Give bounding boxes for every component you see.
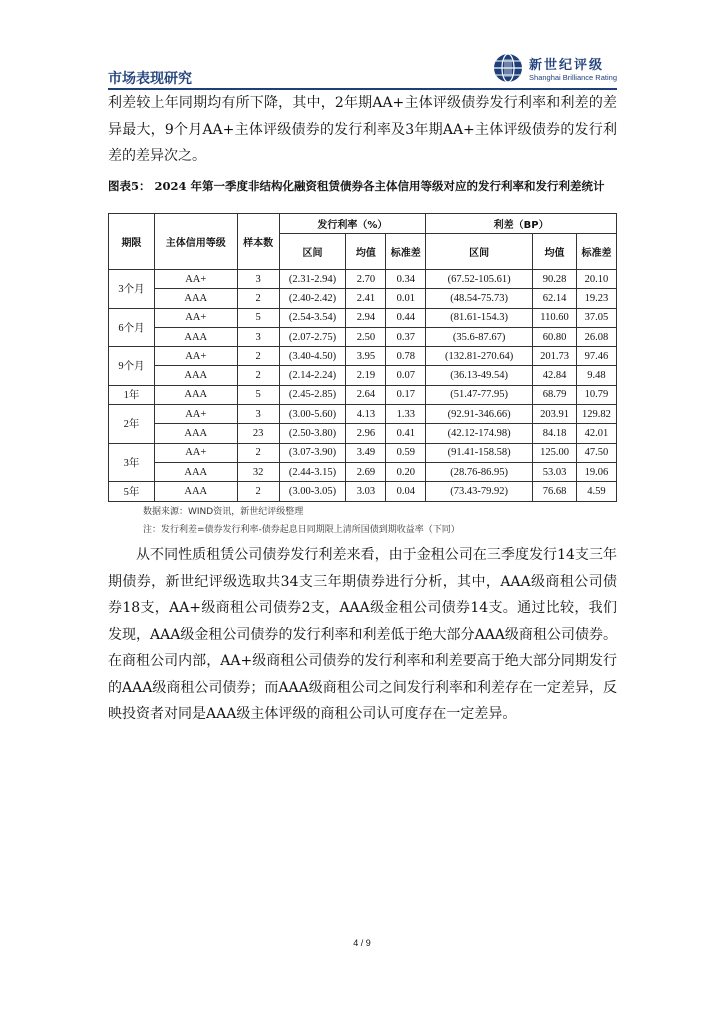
table-row: [109, 270, 617, 289]
table-row: [109, 327, 617, 346]
cell-period: 5年: [109, 482, 155, 501]
cell-spread-range: (42.12-174.98): [426, 424, 533, 443]
cell-rating: AAA: [154, 482, 237, 501]
cell-rating: AA+: [154, 443, 237, 462]
table-row: [109, 289, 617, 308]
cell-sample: 2: [237, 443, 279, 462]
cell-rating: AAA: [154, 385, 237, 404]
body-paragraph: 从不同性质租赁公司债券发行利差来看，由于金租公司在三季度发行14支三年期债券，新世纪评级选取共34支三年期债券进行分析，其中，AAA级商租公司债券18支，AA+级商租公司债券2支，AAA级金租公司债券14支。通过比较，我们发现，AAA级金租公司债券的发行利率和利差低于绝大部分AAA级商租公司债券。在商租公司内部，AA+级商租公司债券的发行利率和利差要高于绝大部分同期发行的AAA级商租公司债券；而AAA级商租公司之间发行利率和利差存在一定差异，反映投资者对同是AAA级主体评级的商租公司认可度存在一定差异。: [108, 547, 617, 722]
cell-rate-mean: 2.50: [346, 327, 386, 346]
cell-rate-mean: 2.41: [346, 289, 386, 308]
cell-rate-range: (3.00-3.05): [279, 482, 346, 501]
cell-rate-std: 0.41: [386, 424, 426, 443]
cell-spread-std: 19.06: [576, 462, 616, 481]
cell-spread-mean: 90.28: [533, 270, 577, 289]
header-sample: 样本数: [237, 214, 279, 270]
intro-paragraph: 利差较上年同期均有所下降，其中，2年期AA+主体评级债券发行利率和利差的差异最大，9个月AA+主体评级债券的发行利率及3年期AA+主体评级债券的发行利差的差异次之。: [108, 95, 617, 164]
cell-spread-range: (91.41-158.58): [426, 443, 533, 462]
cell-spread-range: (51.47-77.95): [426, 385, 533, 404]
table-row: [109, 308, 617, 327]
cell-spread-range: (73.43-79.92): [426, 482, 533, 501]
table-row: [109, 366, 617, 385]
cell-spread-range: (28.76-86.95): [426, 462, 533, 481]
cell-sample: 2: [237, 347, 279, 366]
cell-spread-std: 19.23: [576, 289, 616, 308]
table-row: [109, 462, 617, 481]
logo-english-name: Shanghai Brilliance Rating: [529, 73, 617, 82]
rating-stats-table: [108, 213, 617, 502]
cell-rate-mean: 2.96: [346, 424, 386, 443]
cell-rate-std: 0.37: [386, 327, 426, 346]
table-caption: 图表5： 2024 年第一季度非结构化融资租赁债券各主体信用等级对应的发行利率和发行利差统计: [108, 179, 605, 193]
cell-spread-std: 4.59: [576, 482, 616, 501]
cell-rating: AAA: [154, 424, 237, 443]
cell-rate-mean: 2.69: [346, 462, 386, 481]
cell-rate-std: 0.01: [386, 289, 426, 308]
cell-rate-range: (2.44-3.15): [279, 462, 346, 481]
cell-rating: AAA: [154, 289, 237, 308]
cell-rating: AAA: [154, 366, 237, 385]
cell-sample: 32: [237, 462, 279, 481]
cell-spread-std: 97.46: [576, 347, 616, 366]
header-spread-std: 标准差: [576, 234, 616, 270]
cell-spread-std: 20.10: [576, 270, 616, 289]
cell-rate-range: (2.31-2.94): [279, 270, 346, 289]
cell-rate-mean: 2.70: [346, 270, 386, 289]
cell-spread-mean: 53.03: [533, 462, 577, 481]
logo-chinese-name: 新世纪评级: [529, 58, 605, 73]
cell-period: 6个月: [109, 308, 155, 347]
cell-period: 3个月: [109, 270, 155, 309]
cell-rate-std: 0.44: [386, 308, 426, 327]
header-rate-mean: 均值: [346, 234, 386, 270]
cell-spread-std: 10.79: [576, 385, 616, 404]
page-header: [108, 50, 617, 88]
cell-period: 1年: [109, 385, 155, 404]
cell-rate-std: 0.17: [386, 385, 426, 404]
header-spread-mean: 均值: [533, 234, 577, 270]
cell-rate-mean: 2.19: [346, 366, 386, 385]
cell-rate-std: 0.04: [386, 482, 426, 501]
table-row: [109, 385, 617, 404]
cell-rate-range: (2.50-3.80): [279, 424, 346, 443]
table-note: 注：发行利差=债券发行利率-债券起息日同期限上清所国债到期收益率（下同）: [143, 525, 460, 535]
cell-spread-std: 37.05: [576, 308, 616, 327]
cell-rate-range: (2.54-3.54): [279, 308, 346, 327]
cell-spread-std: 26.08: [576, 327, 616, 346]
cell-spread-range: (36.13-49.54): [426, 366, 533, 385]
header-spread-range: 区间: [426, 234, 533, 270]
table-row: [109, 347, 617, 366]
cell-rating: AAA: [154, 462, 237, 481]
cell-rating: AA+: [154, 308, 237, 327]
cell-spread-mean: 76.68: [533, 482, 577, 501]
globe-logo-icon: [493, 53, 523, 83]
cell-sample: 3: [237, 405, 279, 424]
header-period: 期限: [109, 214, 155, 270]
table-row: [109, 443, 617, 462]
cell-rate-std: 1.33: [386, 405, 426, 424]
cell-sample: 3: [237, 270, 279, 289]
cell-rate-mean: 4.13: [346, 405, 386, 424]
cell-rate-range: (3.00-5.60): [279, 405, 346, 424]
cell-spread-std: 129.82: [576, 405, 616, 424]
cell-rate-mean: 3.49: [346, 443, 386, 462]
cell-rate-std: 0.59: [386, 443, 426, 462]
cell-spread-std: 9.48: [576, 366, 616, 385]
cell-rate-std: 0.07: [386, 366, 426, 385]
cell-spread-std: 47.50: [576, 443, 616, 462]
page-number: 4 / 9: [353, 938, 371, 948]
cell-sample: 3: [237, 327, 279, 346]
cell-spread-mean: 110.60: [533, 308, 577, 327]
cell-sample: 2: [237, 366, 279, 385]
cell-rating: AAA: [154, 327, 237, 346]
cell-rate-range: (2.07-2.75): [279, 327, 346, 346]
cell-spread-mean: 68.79: [533, 385, 577, 404]
cell-sample: 2: [237, 289, 279, 308]
cell-period: 9个月: [109, 347, 155, 386]
cell-rate-range: (2.14-2.24): [279, 366, 346, 385]
cell-spread-mean: 84.18: [533, 424, 577, 443]
cell-rating: AA+: [154, 405, 237, 424]
cell-spread-mean: 42.84: [533, 366, 577, 385]
cell-spread-range: (35.6-87.67): [426, 327, 533, 346]
cell-spread-mean: 60.80: [533, 327, 577, 346]
cell-spread-mean: 201.73: [533, 347, 577, 366]
header-rate-group: 发行利率（%）: [279, 214, 426, 234]
cell-period: 3年: [109, 443, 155, 482]
header-rating: 主体信用等级: [154, 214, 237, 270]
cell-sample: 5: [237, 308, 279, 327]
brand-logo: [493, 50, 617, 86]
cell-spread-range: (92.91-346.66): [426, 405, 533, 424]
cell-period: 2年: [109, 405, 155, 444]
cell-spread-std: 42.01: [576, 424, 616, 443]
cell-rate-range: (3.40-4.50): [279, 347, 346, 366]
cell-rating: AA+: [154, 270, 237, 289]
cell-rate-std: 0.34: [386, 270, 426, 289]
table-row: [109, 405, 617, 424]
cell-spread-range: (67.52-105.61): [426, 270, 533, 289]
cell-rate-mean: 3.03: [346, 482, 386, 501]
cell-rate-mean: 2.64: [346, 385, 386, 404]
header-rate-range: 区间: [279, 234, 346, 270]
cell-rating: AA+: [154, 347, 237, 366]
table-row: [109, 482, 617, 501]
data-source: 数据来源：WIND资讯，新世纪评级整理: [143, 507, 304, 517]
cell-rate-range: (2.45-2.85): [279, 385, 346, 404]
cell-rate-std: 0.20: [386, 462, 426, 481]
cell-spread-range: (81.61-154.3): [426, 308, 533, 327]
cell-spread-mean: 203.91: [533, 405, 577, 424]
cell-sample: 23: [237, 424, 279, 443]
cell-rate-std: 0.78: [386, 347, 426, 366]
header-rate-std: 标准差: [386, 234, 426, 270]
cell-sample: 5: [237, 385, 279, 404]
header-spread-group: 利差（BP）: [426, 214, 617, 234]
section-title: 市场表现研究: [108, 71, 192, 87]
cell-rate-range: (2.40-2.42): [279, 289, 346, 308]
cell-spread-range: (48.54-75.73): [426, 289, 533, 308]
cell-rate-mean: 3.95: [346, 347, 386, 366]
table-body: [109, 270, 617, 502]
cell-spread-range: (132.81-270.64): [426, 347, 533, 366]
cell-rate-range: (3.07-3.90): [279, 443, 346, 462]
table-row: [109, 424, 617, 443]
cell-spread-mean: 62.14: [533, 289, 577, 308]
cell-sample: 2: [237, 482, 279, 501]
cell-spread-mean: 125.00: [533, 443, 577, 462]
cell-rate-mean: 2.94: [346, 308, 386, 327]
